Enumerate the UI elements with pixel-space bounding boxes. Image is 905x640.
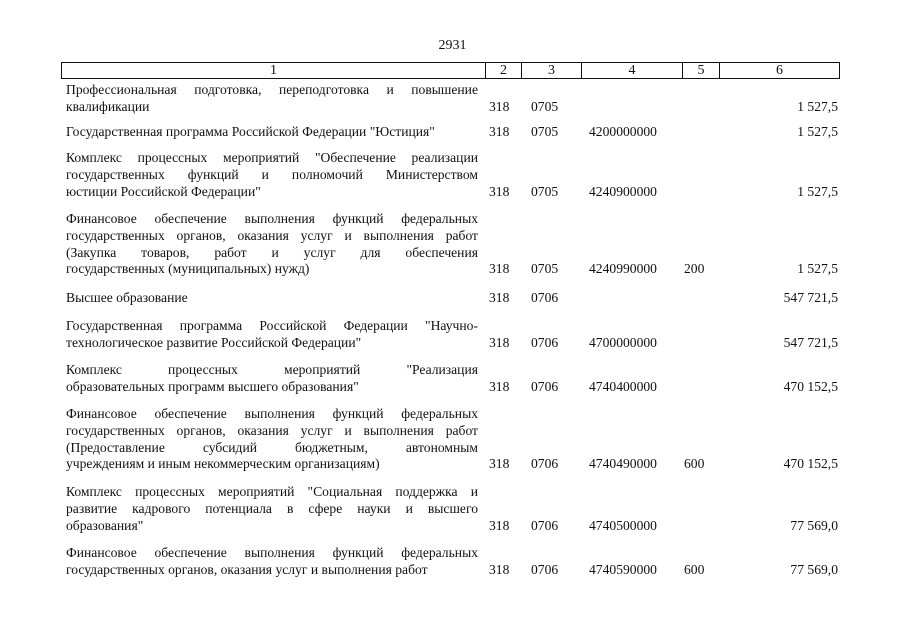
description-line: государственных функций и полномочий Министерством	[66, 166, 478, 182]
cell-c6: 1 527,5	[797, 261, 838, 277]
page-number: 2931	[438, 38, 467, 53]
cell-c6: 1 527,5	[797, 124, 838, 139]
cell-c3: 0706	[531, 561, 559, 577]
row-description	[66, 124, 478, 141]
description-line: Государственная программа Российской Федерации "Научно-	[66, 318, 478, 333]
cell-c3: 0706	[531, 517, 559, 533]
cell-c4: 4700000000	[589, 334, 657, 350]
cell-c6: 547 721,5	[783, 290, 838, 305]
description-line: Государственная программа Российской Федерации "Юстиция"	[66, 124, 435, 139]
description-line: технологическое развитие Российской Федерации"	[66, 334, 362, 350]
description-line: Финансовое обеспечение выполнения функций федеральных	[66, 545, 478, 560]
header-col-2: 2	[485, 63, 521, 78]
cell-c4: 4240900000	[589, 183, 657, 199]
description-line: образовательных программ высшего образования"	[66, 378, 359, 394]
cell-c3: 0705	[531, 98, 559, 114]
row-description	[66, 150, 478, 200]
description-line: Профессиональная подготовка, переподготовка и повышение	[66, 82, 478, 97]
description-line: (Закупка товаров, работ и услуг для обеспечения	[66, 244, 478, 260]
cell-c6: 77 569,0	[790, 517, 838, 533]
row-description	[66, 362, 478, 396]
cell-c2: 318	[489, 561, 510, 577]
cell-c6: 470 152,5	[783, 378, 838, 394]
cell-c4: 4240990000	[589, 261, 657, 277]
description-line: Комплекс процессных мероприятий "Реализация	[66, 362, 478, 377]
description-line: государственных органов, оказания услуг и выполнения работ	[66, 422, 478, 438]
description-line: образования"	[66, 517, 144, 533]
description-line: учреждениям и иным некоммерческим организациям)	[66, 456, 380, 472]
description-line: государственных органов, оказания услуг и выполнения работ	[66, 227, 478, 243]
description-line: Финансовое обеспечение выполнения функций федеральных	[66, 406, 478, 421]
row-description	[66, 545, 478, 579]
row-description	[66, 211, 478, 278]
cell-c2: 318	[489, 124, 510, 139]
cell-c4: 4740500000	[589, 517, 657, 533]
cell-c3: 0706	[531, 456, 559, 472]
cell-c3: 0705	[531, 124, 559, 139]
header-col-3: 3	[521, 63, 581, 78]
cell-c2: 318	[489, 378, 510, 394]
cell-c2: 318	[489, 183, 510, 199]
cell-c2: 318	[489, 517, 510, 533]
cell-c6: 1 527,5	[797, 98, 838, 114]
description-line: (Предоставление субсидий бюджетным, автономным	[66, 439, 478, 455]
row-description	[66, 82, 478, 116]
header-col-6: 6	[719, 63, 839, 78]
cell-c3: 0705	[531, 183, 559, 199]
cell-c6: 77 569,0	[790, 561, 838, 577]
cell-c2: 318	[489, 98, 510, 114]
cell-c2: 318	[489, 290, 510, 305]
cell-c3: 0705	[531, 261, 559, 277]
header-col-5: 5	[682, 63, 719, 78]
description-line: юстиции Российской Федерации"	[66, 183, 261, 199]
cell-c4: 4740590000	[589, 561, 657, 577]
description-line: квалификации	[66, 98, 150, 114]
cell-c2: 318	[489, 334, 510, 350]
description-line: развитие кадрового потенциала в сфере науки и высшего	[66, 500, 478, 516]
description-line: Высшее образование	[66, 290, 188, 305]
cell-c6: 470 152,5	[783, 456, 838, 472]
description-line: Финансовое обеспечение выполнения функций федеральных	[66, 211, 478, 226]
cell-c2: 318	[489, 261, 510, 277]
row-description	[66, 484, 478, 534]
cell-c6: 1 527,5	[797, 183, 838, 199]
cell-c4: 4740400000	[589, 378, 657, 394]
table-header	[61, 62, 840, 79]
cell-c5: 600	[684, 456, 705, 472]
header-col-1: 1	[270, 63, 277, 78]
description-line: Комплекс процессных мероприятий "Обеспечение реализации	[66, 150, 478, 165]
description-line: государственных (муниципальных) нужд)	[66, 261, 310, 277]
header-col-4: 4	[581, 63, 682, 78]
cell-c4: 4200000000	[589, 124, 657, 139]
description-line: Комплекс процессных мероприятий "Социальная поддержка и	[66, 484, 478, 499]
cell-c5: 200	[684, 261, 705, 277]
cell-c6: 547 721,5	[783, 334, 838, 350]
cell-c3: 0706	[531, 378, 559, 394]
row-description	[66, 406, 478, 473]
cell-c3: 0706	[531, 290, 559, 305]
description-line: государственных органов, оказания услуг и выполнения работ	[66, 561, 428, 577]
cell-c2: 318	[489, 456, 510, 472]
cell-c3: 0706	[531, 334, 559, 350]
row-description	[66, 318, 478, 352]
cell-c4: 4740490000	[589, 456, 657, 472]
row-description	[66, 290, 478, 307]
cell-c5: 600	[684, 561, 705, 577]
